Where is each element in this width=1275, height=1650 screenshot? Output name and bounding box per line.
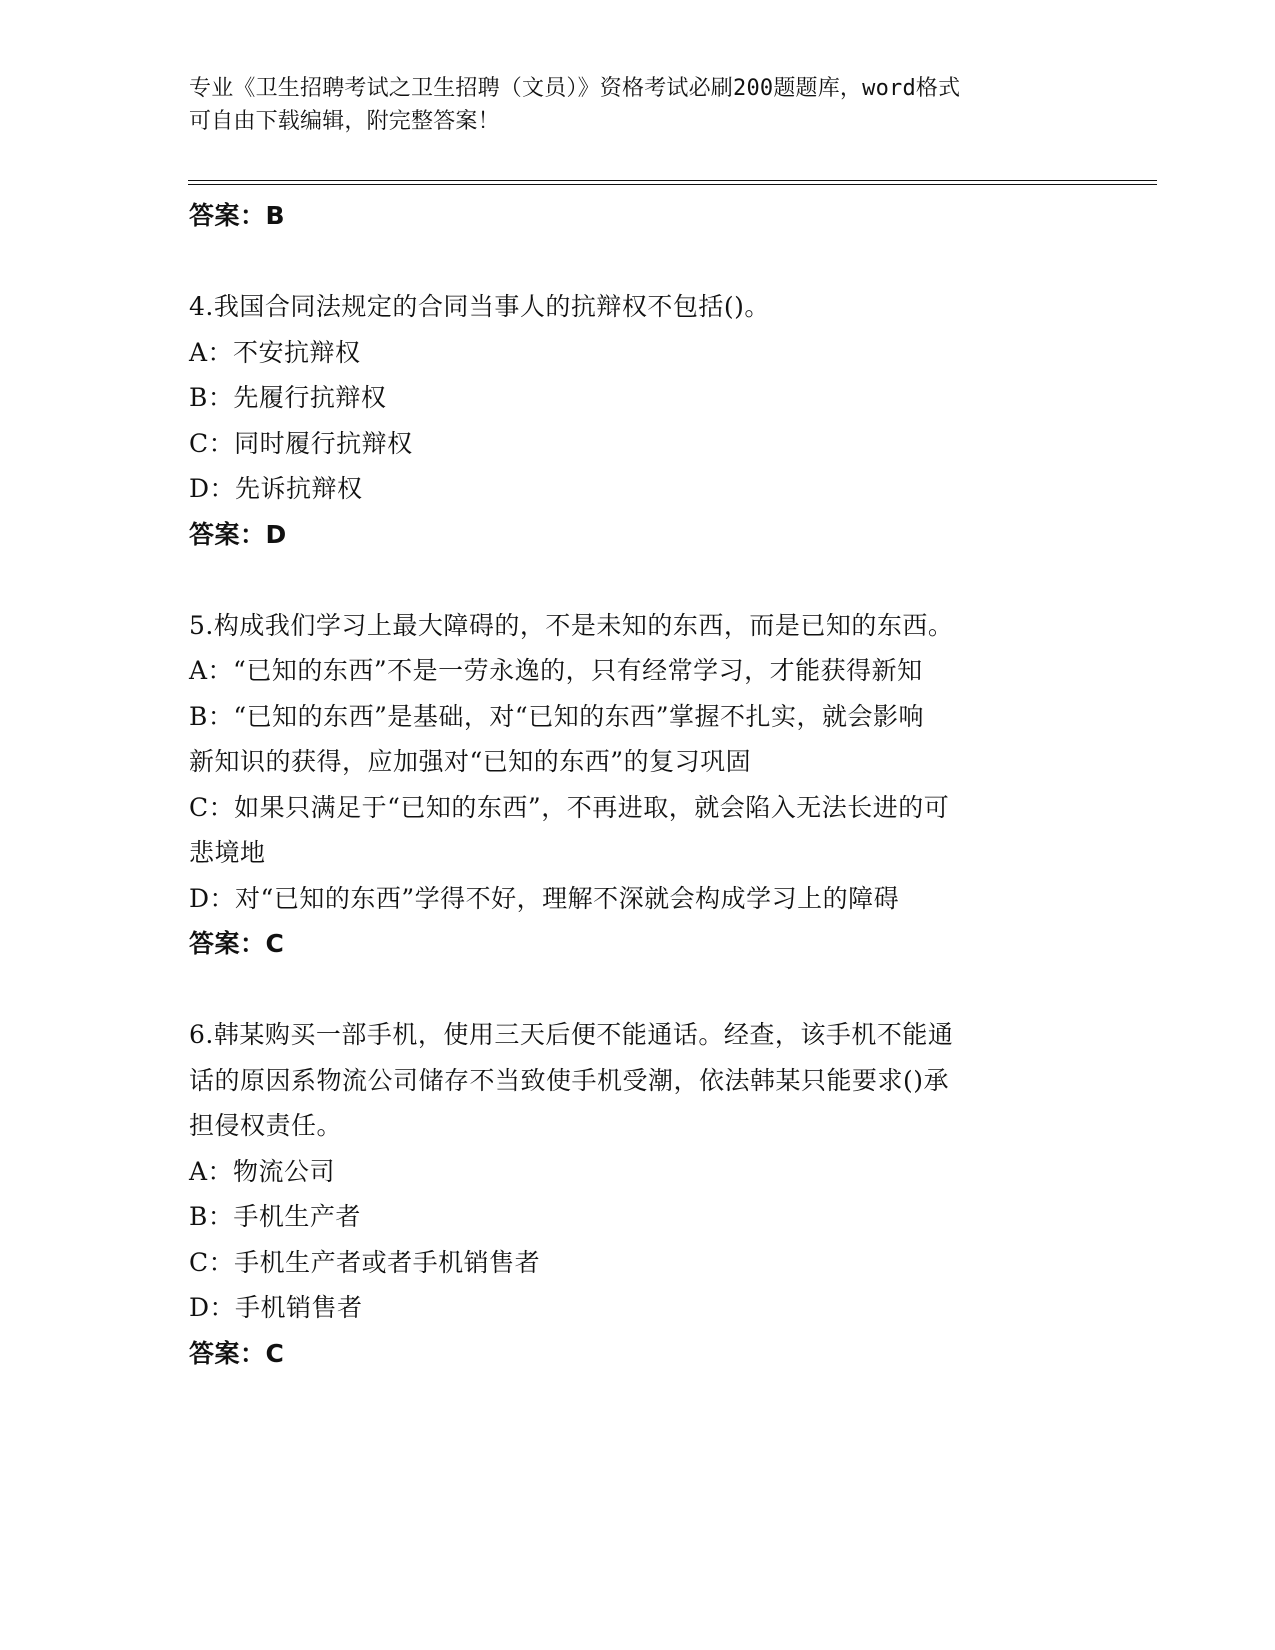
question-6-line-1: 6.韩某购买一部手机，使用三天后便不能通话。经查，该手机不能通 [189,1020,954,1049]
question-list [189,193,1089,1376]
question-5-option-b-line-2: 新知识的获得，应加强对“已知的东西”的复习巩固 [189,747,752,776]
question-4-option-d: D：先诉抗辩权 [189,474,363,503]
question-6-option-d: D：手机销售者 [189,1293,363,1322]
question-6-option-c: C：手机生产者或者手机销售者 [189,1247,541,1277]
spacer [189,239,1089,285]
question-4-option-a: A：不安抗辩权 [189,337,361,367]
question-4-option-b: B：先履行抗辩权 [189,383,387,412]
spacer [189,557,1089,603]
header-line-2: 可自由下载编辑，附完整答案！ [189,109,500,134]
question-4: 4.我国合同法规定的合同当事人的抗辩权不包括()。 [189,292,770,321]
header-divider-bottom [188,184,1157,185]
answer-3: 答案：B [189,201,286,230]
question-5-option-b-line-1: B：“已知的东西”是基础，对“已知的东西”掌握不扎实，就会影响 [189,701,924,731]
question-4-option-c: C：同时履行抗辩权 [189,428,413,458]
spacer [189,967,1089,1013]
answer-6: 答案：C [189,1338,285,1368]
question-5-option-c-line-1: C：如果只满足于“已知的东西”，不再进取，就会陷入无法长进的可 [189,792,950,822]
question-5-option-d: D：对“已知的东西”学得不好，理解不深就会构成学习上的障碍 [189,883,900,913]
question-6-line-3: 担侵权责任。 [189,1111,343,1140]
question-6-option-b: B：手机生产者 [189,1202,361,1231]
answer-5: 答案：C [189,929,285,958]
answer-4: 答案：D [189,519,287,549]
question-5-option-a: A：“已知的东西”不是一劳永逸的，只有经常学习，才能获得新知 [189,656,923,685]
document-header [189,72,1069,138]
question-5: 5.构成我们学习上最大障碍的，不是未知的东西，而是已知的东西。 [189,610,954,640]
question-5-option-c-line-2: 悲境地 [189,838,266,867]
header-divider-top [188,180,1157,181]
question-6-line-2: 话的原因系物流公司储存不当致使手机受潮，依法韩某只能要求()承 [189,1065,950,1095]
question-6-option-a: A：物流公司 [189,1156,336,1186]
header-line-1: 专业《卫生招聘考试之卫生招聘（文员）》资格考试必刷200题题库，word格式 [189,76,961,101]
